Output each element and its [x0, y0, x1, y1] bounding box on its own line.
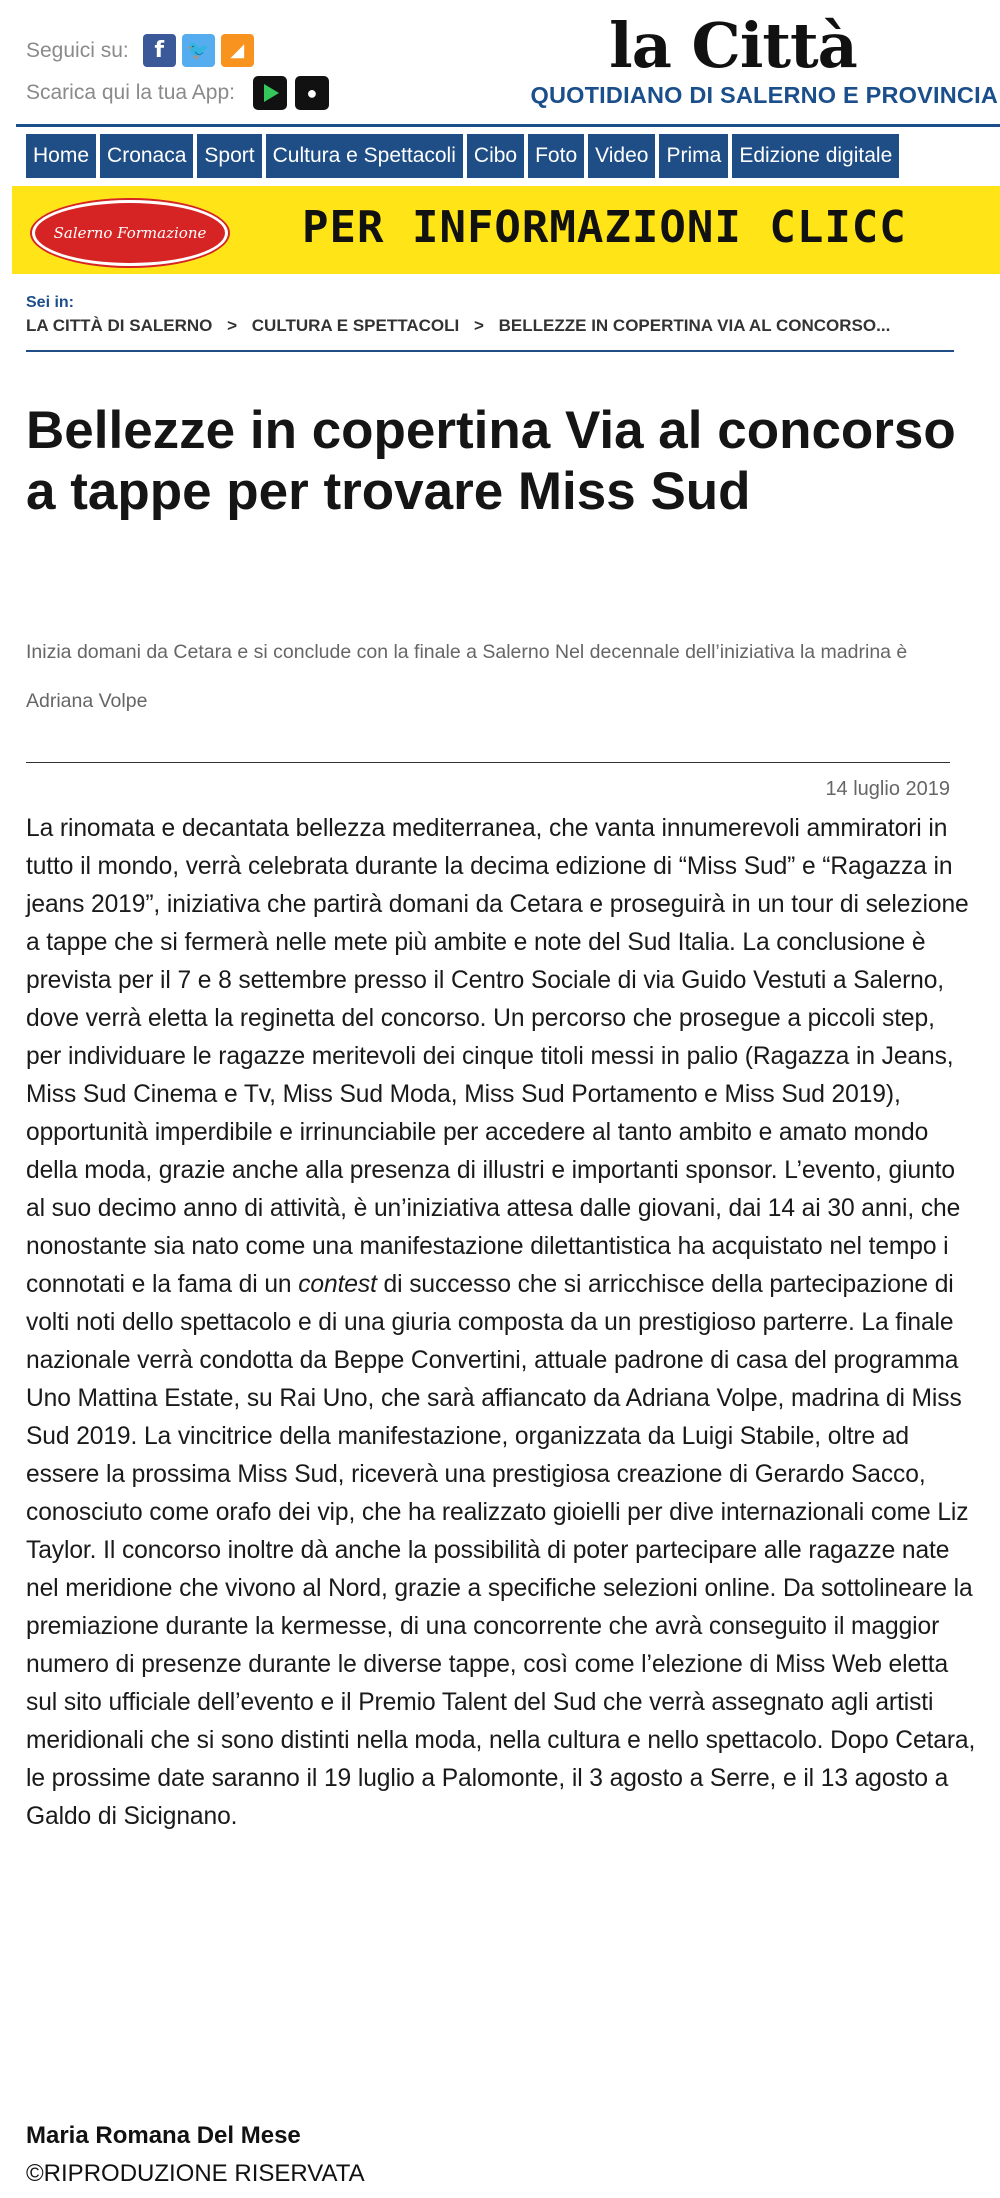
- article-body-italic: contest: [298, 1271, 377, 1298]
- nav-item-cultura-spettacoli[interactable]: Cultura e Spettacoli: [266, 134, 463, 178]
- google-play-icon[interactable]: [253, 76, 287, 110]
- site-tagline: QUOTIDIANO DI SALERNO E PROVINCIA: [530, 82, 998, 108]
- article-body: [26, 810, 976, 1836]
- twitter-icon[interactable]: 🐦: [182, 34, 215, 67]
- banner-logo: Salerno Formazione: [32, 200, 228, 266]
- breadcrumb-trail: [26, 316, 954, 336]
- article-body-text: La rinomata e decantata bellezza mediterranea, che vanta innumerevoli ammiratori in tutto il mondo, verrà celebrata durante la decima edizione di “Miss Sud” e “Ragazza in jeans 2019”, iniziativa che partirà domani da Cetara e proseguirà in un tour di selezione a tappe che si fermerà nelle mete più ambite e note del Sud Italia. La conclusione è prevista per il 7 e 8 settembre presso il Centro Sociale di via Guido Vestuti a Salerno, dove verrà eletta la reginetta del concorso. Un percorso che prosegue a piccoli step, per individuare le ragazze meritevoli dei cinque titoli messi in palio (Ragazza in Jeans, Miss Sud Cinema e Tv, Miss Sud Moda, Miss Sud Portamento e Miss Sud 2019), opportunità imperdibile e irrinunciabile per accedere al tanto ambito e amato mondo della moda, grazie anche alla presenza di illustri e importanti sponsor. L’evento, giunto al suo decimo anno di attività, è un’iniziativa attesa dalle giovani, dai 14 ai 30 anni, che nonostante sia nato come una manifestazione dilettantistica ha acquistato nel tempo i connotati e la fama di un: [26, 815, 969, 1298]
- breadcrumb-item-section[interactable]: CULTURA E SPETTACOLI: [251, 316, 460, 335]
- rss-icon[interactable]: ◢: [221, 34, 254, 67]
- breadcrumb-separator: >: [227, 316, 238, 335]
- breadcrumb-separator: >: [473, 316, 484, 335]
- nav-item-cronaca[interactable]: Cronaca: [100, 134, 193, 178]
- nav-item-prima[interactable]: Prima: [659, 134, 728, 178]
- breadcrumb-item-current: BELLEZZE IN COPERTINA VIA AL CONCORSO...: [498, 316, 891, 335]
- article-divider: [26, 762, 950, 763]
- ad-banner[interactable]: [12, 186, 1000, 274]
- breadcrumb-label: Sei in:: [26, 294, 75, 311]
- nav-item-foto[interactable]: Foto: [528, 134, 584, 178]
- site-header: [0, 0, 1000, 128]
- nav-item-cibo[interactable]: Cibo: [467, 134, 524, 178]
- nav-item-home[interactable]: Home: [26, 134, 96, 178]
- header-divider: [16, 124, 1000, 127]
- app-row: [26, 76, 329, 110]
- nav-item-video[interactable]: Video: [588, 134, 655, 178]
- breadcrumb: [26, 294, 954, 336]
- article-title: Bellezze in copertina Via al concorso a tappe per trovare Miss Sud: [26, 401, 956, 521]
- article-author: Maria Romana Del Mese: [26, 2122, 301, 2149]
- article-body-text-continued: di successo che si arricchisce della partecipazione di volti noti dello spettacolo e di una giuria composta da un prestigioso parterre. La finale nazionale verrà condotta da Beppe Convertini, attuale padrone di casa del programma Uno Mattina Estate, su Rai Uno, che sarà affiancato da Adriana Volpe, madrina di Miss Sud 2019. La vincitrice della manifestazione, organizzata da Luigi Stabile, oltre ad essere la prossima Miss Sud, riceverà una prestigiosa creazione di Gerardo Sacco, conosciuto come orafo dei vip, che ha realizzato gioielli per dive internazionali come Liz Taylor. Il concorso inoltre dà anche la possibilità di poter partecipare alle ragazze nate nel meridione che vivono al Nord, grazie a specifiche selezioni online. Da sottolineare la premiazione durante la kermesse, di una concorrente che avrà conseguito il maggior numero di presenze durante le diverse tappe, così come l’elezione di Miss Web eletta sul sito ufficiale dell’evento e il Premio Talent del Sud che verrà assegnato agli artisti meridionali che si sono distinti nella moda, nella cultura e nello spettacolo. Dopo Cetara, le prossime date saranno il 19 luglio a Palomonte, il 3 agosto a Serre, e il 13 agosto a Galdo di Sicignano.: [26, 1271, 976, 1830]
- nav-item-sport[interactable]: Sport: [197, 134, 261, 178]
- apple-icon[interactable]: ●: [295, 76, 329, 110]
- copyright-notice: ©RIPRODUZIONE RISERVATA: [26, 2160, 365, 2187]
- follow-row: [26, 34, 254, 67]
- breadcrumb-item-home[interactable]: LA CITTÀ DI SALERNO: [26, 316, 213, 335]
- breadcrumb-divider: [26, 350, 954, 352]
- banner-text: PER INFORMAZIONI CLICC: [302, 202, 907, 253]
- facebook-icon[interactable]: f: [143, 34, 176, 67]
- main-nav: [26, 134, 903, 178]
- app-label: Scarica qui la tua App:: [26, 81, 235, 104]
- site-logo[interactable]: la Città: [609, 9, 857, 82]
- nav-item-edizione-digitale[interactable]: Edizione digitale: [732, 134, 899, 178]
- article-date: 14 luglio 2019: [825, 778, 950, 800]
- article-subtitle: Inizia domani da Cetara e si conclude con la finale a Salerno Nel decennale dell’iniziativa la madrina è Adriana Volpe: [26, 641, 908, 712]
- follow-label: Seguici su:: [26, 38, 129, 62]
